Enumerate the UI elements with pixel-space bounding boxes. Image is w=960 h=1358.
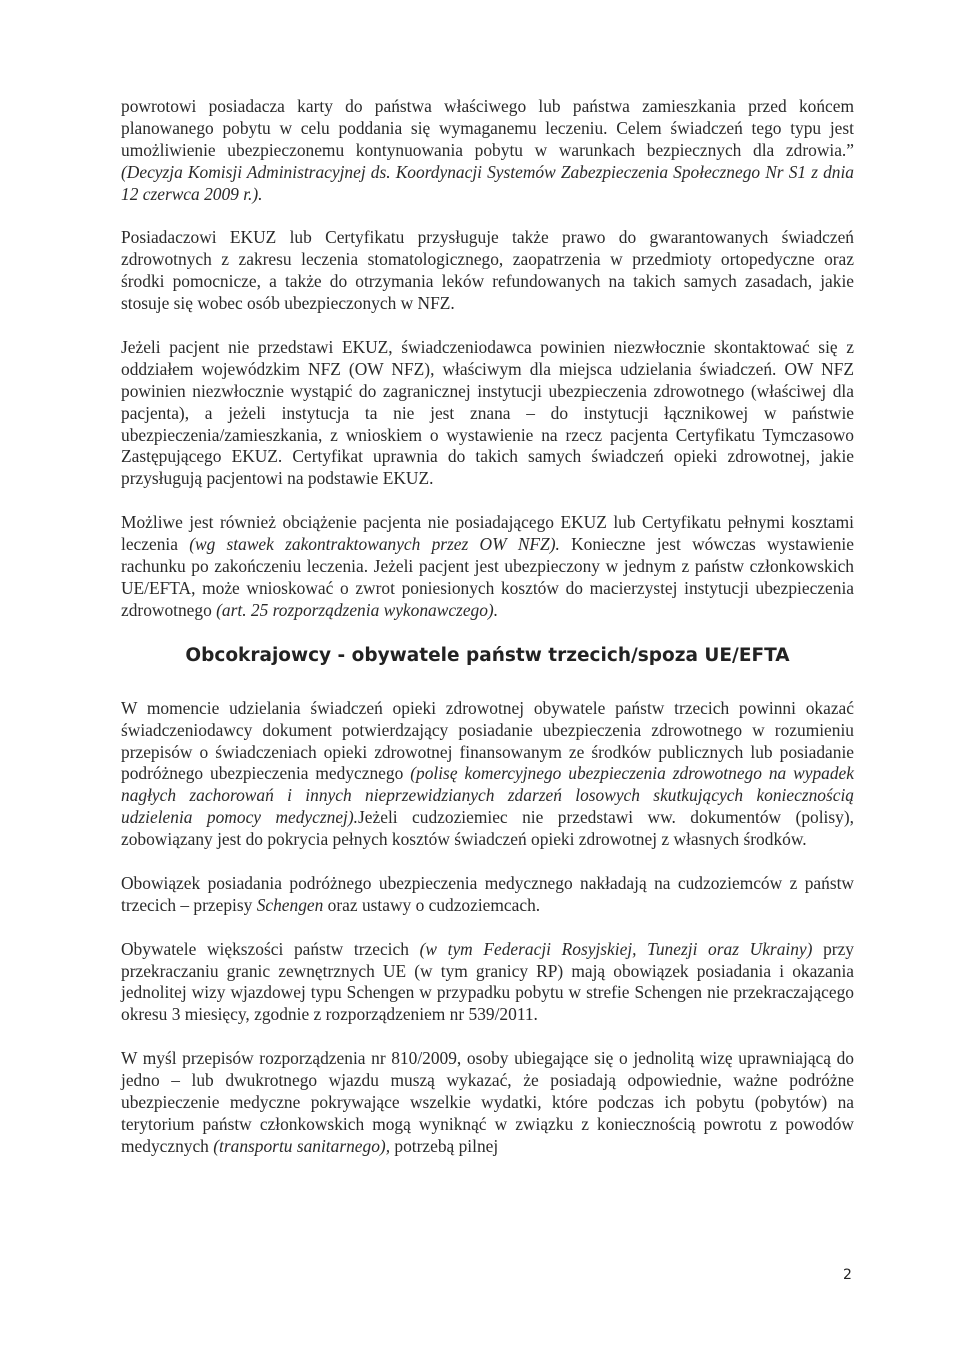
paragraph-7-text-a: Obywatele większości państw trzecich: [121, 938, 420, 959]
paragraph-4-text-c: Konieczne jest wówczas wystawienie rachunku po zakończeniu leczenia. Jeżeli pacjent jest ubezpieczony w jednym z państw członkowskich UE/EFTA, może wnioskować o zwrot poniesionych kosztów do macierzystej instytucji ubezpieczenia zdrowotnego: [121, 534, 854, 620]
paragraph-6-text-c: oraz ustawy o cudzoziemcach.: [323, 894, 541, 915]
paragraph-6: [121, 873, 854, 917]
paragraph-4-text-a: Możliwe jest również obciążenie pacjenta nie posiadającego EKUZ lub Certyfikatu pełnymi kosztami leczenia: [121, 512, 854, 555]
paragraph-8: [121, 1048, 854, 1158]
paragraph-8-text-a: W myśl przepisów rozporządzenia nr 810/2009, osoby ubiegające się o jednolitą wizę uprawniającą do jedno – lub dwukrotnego wjazdu muszą wykazać, że posiadają odpowiednie, ważne podróżne ubezpieczenie medyczne pokrywające wszelkie wydatki, które podczas ich pobytu (pobytów) na terytorium państw członkowskich mogą wyniknąć w związku z koniecznością powrotu z powodów medycznych: [121, 1048, 854, 1156]
section-heading: Obcokrajowcy - obywatele państw trzecich/spoza UE/EFTA: [185, 644, 790, 666]
paragraph-6-text-a: Obowiązek posiadania podróżnego ubezpieczenia medycznego nakładają na cudzoziemców z państw trzecich – przepisy: [121, 872, 854, 915]
paragraph-5-text-c: Jeżeli cudzoziemiec nie przedstawi ww. dokumentów (polisy), zobowiązany jest do pokrycia pełnych kosztów świadczeń opieki zdrowotnej z własnych środków.: [121, 807, 854, 850]
page-number: 2: [843, 1267, 852, 1283]
paragraph-7-italic-b: (w tym Federacji Rosyjskiej, Tunezji oraz Ukrainy): [419, 938, 813, 959]
paragraph-5-italic-b: (polisę komercyjnego ubezpieczenia zdrowotnego na wypadek nagłych zachorowań i innych nieprzewidzianych zdarzeń losowych skutkujących koniecznością udzielenia pomocy medycznej).: [121, 763, 854, 828]
paragraph-2: Posiadaczowi EKUZ lub Certyfikatu przysługuje także prawo do gwarantowanych świadczeń zdrowotnych z zakresu leczenia stomatologicznego, zaopatrzenia w przedmioty ortopedyczne oraz środki pomocnicze, a także do otrzymania leków refundowanych na takich samych zasadach, jakie stosuje się wobec osób ubezpieczonych w NFZ.: [121, 227, 854, 314]
paragraph-4-italic-b: (wg stawek zakontraktowanych przez OW NFZ).: [189, 534, 560, 555]
paragraph-1-text: powrotowi posiadacza karty do państwa właściwego lub państwa zamieszkania przed końcem planowanego pobytu w celu poddania się wymaganemu leczeniu. Celem świadczeń tego typu jest umożliwienie ubezpieczonemu kontynuowania pobytu w warunkach bezpiecznych dla zdrowia.”: [121, 96, 854, 160]
paragraph-1-citation: (Decyzja Komisji Administracyjnej ds. Koordynacji Systemów Zabezpieczenia Społecznego Nr S1 z dnia 12 czerwca 2009 r.).: [121, 161, 854, 204]
paragraph-7-text-c: przy przekraczaniu granic zewnętrznych UE (w tym granicy RP) mają obowiązek posiadania i okazania jednolitej wizy wjazdowej typu Schengen w przypadku pobytu w strefie Schengen nie przekraczającego okresu 3 miesięcy, zgodnie z rozporządzeniem nr 539/2011.: [121, 938, 854, 1025]
paragraph-6-italic-b: Schengen: [256, 894, 324, 915]
document-page: [121, 96, 854, 1158]
paragraph-8-text-c: potrzebą pilnej: [390, 1135, 499, 1156]
paragraph-1: [121, 96, 854, 206]
paragraph-5-text-a: W momencie udzielania świadczeń opieki zdrowotnej obywatele państw trzecich powinni okazać świadczeniodawcy dokument potwierdzający posiadanie ubezpieczenia zdrowotnego w rozumieniu przepisów o świadczeniach opieki zdrowotnej finansowanym ze środków publicznych lub posiadanie podróżnego ubezpieczenia medycznego: [121, 697, 854, 784]
paragraph-4-italic-d: (art. 25 rozporządzenia wykonawczego).: [216, 599, 499, 620]
paragraph-3: Jeżeli pacjent nie przedstawi EKUZ, świadczeniodawca powinien niezwłocznie skontaktować się z oddziałem wojewódzkim NFZ (OW NFZ), właściwym dla miejsca udzielania świadczeń. OW NFZ powinien niezwłocznie wystąpić do zagranicznej instytucji ubezpieczenia zdrowotnego (właściwej dla pacjenta), a jeżeli instytucja ta nie jest znana – do instytucji łącznikowej w państwie ubezpieczenia/zamieszkania, z wnioskiem o wystawienie na rzecz pacjenta Certyfikatu Tymczasowo Zastępującego EKUZ. Certyfikat uprawnia do takich samych świadczeń opieki zdrowotnej, jakie przysługują pacjentowi na podstawie EKUZ.: [121, 336, 854, 489]
paragraph-7: [121, 939, 854, 1027]
paragraph-8-italic-b: (transportu sanitarnego),: [213, 1135, 391, 1156]
paragraph-5: [121, 698, 854, 851]
paragraph-4: [121, 512, 854, 622]
